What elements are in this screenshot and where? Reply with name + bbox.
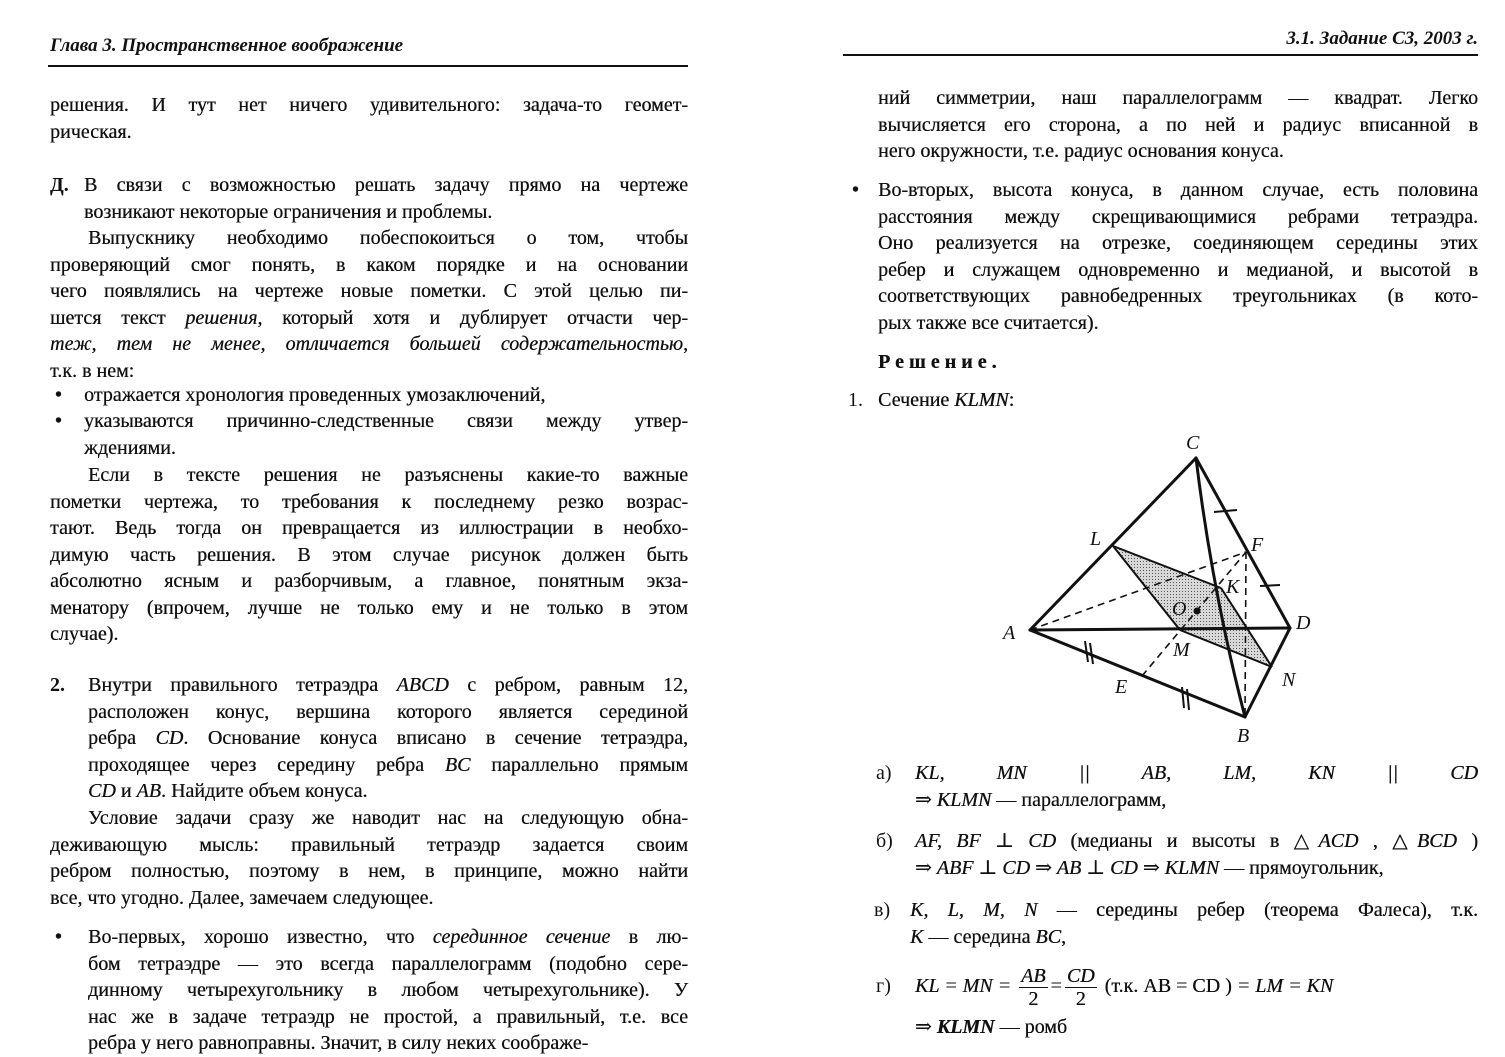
text-line: [88, 752, 688, 779]
left-running-header: Глава 3. Пространственное воображение: [50, 35, 404, 56]
text-line: все, что угодно. Далее, замечаем следующее.: [50, 886, 434, 909]
text-line: ребром полностью, поэтому в нем, в принципе, можно найти: [50, 860, 688, 882]
text-segment: и: [115, 780, 137, 802]
text-line: расстояния между скрещивающимися ребрами тетраэдра.: [878, 205, 1478, 228]
text-block: [84, 172, 688, 225]
item-g-marker: г): [876, 975, 891, 997]
label-f: F: [1251, 534, 1264, 556]
list-marker: Д.: [50, 174, 69, 196]
text-block: [915, 760, 1478, 813]
italic-text: BC: [444, 753, 471, 776]
list-marker: 1.: [848, 389, 863, 411]
italic-text: ABF ⊥ CD: [936, 856, 1031, 879]
formula-lhs: KL = MN =: [915, 975, 1012, 997]
text-line: возникают некоторые ограничения и проблемы.: [84, 200, 493, 223]
text-line: [88, 672, 688, 699]
italic-text: △BCD: [1392, 830, 1457, 852]
text-segment: ⇒: [1030, 856, 1057, 879]
label-l: L: [1090, 528, 1102, 550]
text-segment: , который хотя и дублирует отчасти чер-: [257, 306, 688, 329]
text-line: абсолютно ясным и разборчивым, а главное, понятным экза-: [50, 570, 688, 592]
text-segment: ): [1456, 830, 1478, 852]
text-line: [910, 924, 1478, 951]
text-line: [915, 855, 1478, 882]
text-block: [878, 85, 1478, 165]
formula-eq: =: [1050, 975, 1062, 997]
list-marker: •: [55, 384, 63, 406]
fraction-ab-2: [1019, 965, 1047, 1010]
text-block: [84, 382, 688, 409]
text-line: [88, 725, 688, 752]
text-segment: — середина: [923, 925, 1036, 948]
formula-rhs: = LM = KN: [1236, 975, 1334, 997]
italic-text: теж, тем не менее, отличается большей содержательностью: [50, 333, 683, 355]
italic-text: BC: [1035, 925, 1061, 948]
item-g-formula: [915, 962, 1333, 1010]
text-line: указываются причинно-следственные связи между утвер-: [84, 410, 688, 432]
text-line: [50, 305, 688, 332]
label-e: E: [1115, 676, 1128, 698]
text-line: отражается хронология проведенных умозаключений,: [84, 384, 546, 406]
text-block: [910, 897, 1478, 950]
text-line: менатору (впрочем, лучше не только ему и не только в этом: [50, 596, 688, 619]
text-line: чего появлялись на чертеже новые пометки. С этой целью пи-: [50, 280, 688, 302]
tetrahedron-figure: [990, 420, 1330, 750]
text-block: [50, 462, 688, 648]
label-m: M: [1173, 639, 1190, 661]
text-block: [84, 408, 688, 461]
edge-ad: [1030, 628, 1290, 630]
text-line: решения. И тут нет ничего удивительного: задача-то геомет-: [50, 94, 688, 116]
text-segment: шется текст: [50, 306, 186, 329]
italic-text: решения: [185, 306, 258, 329]
italic-text: KL, MN || AB, LM, KN || CD: [915, 762, 1478, 784]
text-segment: в лю-: [610, 926, 688, 948]
text-line: [88, 924, 688, 951]
text-segment: — параллелограмм,: [991, 788, 1167, 811]
text-line: [915, 787, 1478, 814]
text-line: [88, 778, 688, 805]
text-line: [910, 897, 1478, 924]
text-line: нас же в задаче тетраэдр не простой, а правильный, т.е. все: [88, 1005, 688, 1028]
text-block: [878, 177, 1478, 336]
left-header-rule: [48, 65, 688, 67]
italic-text: ABCD: [396, 674, 449, 696]
list-marker: б): [876, 830, 893, 852]
italic-text: KLMN: [936, 788, 992, 811]
text-line: [50, 331, 688, 358]
text-line: случае).: [50, 623, 119, 645]
text-segment: . Основание конуса вписано в сечение тетраэдра,: [183, 727, 688, 749]
text-line: тают. Ведь тогда он превращается из иллюстрации в необхо-: [50, 517, 688, 539]
text-line: ребер и служащем одновременно и медианой, и высотой в: [878, 258, 1478, 281]
list-marker: •: [852, 179, 860, 201]
klmn-math: KLMN: [936, 1016, 995, 1038]
text-segment: — середины ребер (теорема Фалеса), т.к.: [1037, 899, 1478, 921]
text-segment: Сечение: [878, 389, 955, 411]
text-segment: — прямоугольник,: [1219, 856, 1384, 879]
label-a: A: [1003, 622, 1016, 644]
text-line: В связи с возможностью решать задачу прямо на чертеже: [84, 174, 688, 196]
text-segment: проходящее через середину ребра: [88, 753, 445, 776]
list-marker: в): [874, 899, 891, 921]
list-marker: •: [55, 410, 63, 432]
text-segment: Внутри правильного тетраэдра: [88, 674, 397, 696]
text-block: [915, 828, 1478, 881]
italic-text: AB ⊥ CD: [1056, 856, 1138, 879]
right-header-rule: [843, 54, 1478, 56]
text-line: рых также все считается).: [878, 311, 1099, 334]
label-n: N: [1282, 669, 1296, 691]
list-marker: •: [55, 926, 63, 948]
text-segment: ,: [1358, 830, 1393, 852]
label-c: C: [1186, 432, 1200, 454]
text-block: [50, 92, 688, 145]
text-line: т.к. в нем:: [50, 359, 135, 382]
text-segment: с ребром, равным 12,: [448, 674, 689, 696]
italic-text: AB: [136, 780, 161, 802]
text-segment: параллельно прямым: [470, 753, 688, 776]
text-line: динному четырехугольнику в любом четырехугольнике). У: [88, 979, 688, 1001]
italic-text: K: [910, 925, 924, 948]
text-line: Оно реализуется на отрезке, соединяющем середины этих: [878, 232, 1478, 254]
fraction-denominator: 2: [1028, 987, 1039, 1010]
list-marker: 2.: [50, 674, 65, 696]
italic-text: KLMN: [1164, 856, 1220, 879]
implies-arrow: ⇒: [915, 1016, 932, 1038]
text-segment: ,: [683, 333, 688, 355]
text-line: соответствующих равнобедренных треугольниках (в кото-: [878, 285, 1478, 307]
list-marker: а): [876, 762, 892, 784]
text-line: бом тетраэдре — это всегда параллелограмм (подобно сере-: [88, 952, 688, 975]
fraction-numerator: AB: [1021, 964, 1046, 987]
text-line: рическая.: [50, 120, 132, 143]
italic-text: CD: [88, 780, 116, 802]
text-line: Если в тексте решения не разъяснены какие-то важные: [88, 464, 688, 486]
text-block: [88, 924, 688, 1057]
fraction-numerator: CD: [1066, 964, 1095, 987]
text-line: Условие задачи сразу же наводит нас на следующую обна-: [88, 807, 688, 829]
text-segment: ⇒: [915, 788, 937, 811]
text-line: пометки чертежа, то требования к последнему резко возрас-: [50, 490, 688, 513]
text-segment: ⇒: [1137, 856, 1165, 879]
label-o: O: [1172, 598, 1187, 620]
text-line: деживающую мысль: правильный тетраэдр задается своим: [50, 833, 688, 856]
text-line: проверяющий смог понять, в каком порядке и на основании: [50, 253, 688, 276]
text-line: него окружности, т.е. радиус основания конуса.: [878, 140, 1284, 162]
italic-text: серединное сечение: [432, 926, 611, 948]
text-line: ждениями.: [84, 436, 176, 459]
italic-text: KLMN: [954, 389, 1009, 411]
text-line: Выпускнику необходимо побеспокоиться о том, чтобы: [88, 227, 688, 249]
text-segment: ⇒: [915, 856, 937, 879]
italic-text: K, L, M, N: [910, 899, 1038, 921]
text-segment: :: [1008, 389, 1015, 411]
item-g-conclusion: [915, 1014, 1067, 1041]
text-line: расположен конус, вершина которого является серединой: [88, 700, 688, 723]
text-line: [915, 760, 1478, 787]
text-block: [88, 672, 688, 805]
rhombus-text: — ромб: [994, 1016, 1068, 1038]
label-k: K: [1226, 576, 1240, 598]
solution-heading: Решение.: [878, 351, 1002, 373]
right-running-header: 3.1. Задание С3, 2003 г.: [1286, 28, 1478, 49]
label-b: B: [1237, 725, 1250, 747]
italic-text: AF, BF ⊥ CD: [915, 830, 1057, 852]
text-line: Во-вторых, высота конуса, в данном случае, есть половина: [878, 179, 1478, 201]
point-o: [1194, 608, 1201, 615]
section-klmn-shaded: [1113, 546, 1272, 667]
text-line: димую часть решения. В этом случае рисунок должен быть: [50, 543, 688, 566]
text-line: вычисляется его сторона, а по ней и радиус вписанной в: [878, 113, 1478, 136]
text-line: [915, 828, 1478, 855]
text-line: [878, 387, 1478, 414]
text-block: [50, 225, 688, 384]
fraction-denominator: 2: [1075, 987, 1086, 1010]
text-line: ний симметрии, наш параллелограмм — квадрат. Легко: [878, 87, 1478, 109]
text-segment: ,: [1060, 925, 1066, 948]
italic-text: CD: [155, 727, 184, 749]
text-line: ребра у него равноправны. Значит, в силу неких соображе-: [88, 1032, 589, 1054]
formula-paren: (т.к. AB = CD ): [1104, 975, 1232, 997]
text-block: [878, 387, 1478, 414]
label-d: D: [1296, 612, 1311, 634]
text-segment: (медианы и высоты в: [1056, 830, 1294, 852]
text-segment: ребра: [88, 727, 156, 749]
fraction-cd-2: [1065, 965, 1097, 1010]
italic-text: △ACD: [1293, 830, 1359, 852]
text-block: [50, 805, 688, 911]
text-segment: Во-первых, хорошо известно, что: [88, 926, 433, 948]
text-segment: . Найдите объем конуса.: [160, 780, 368, 802]
